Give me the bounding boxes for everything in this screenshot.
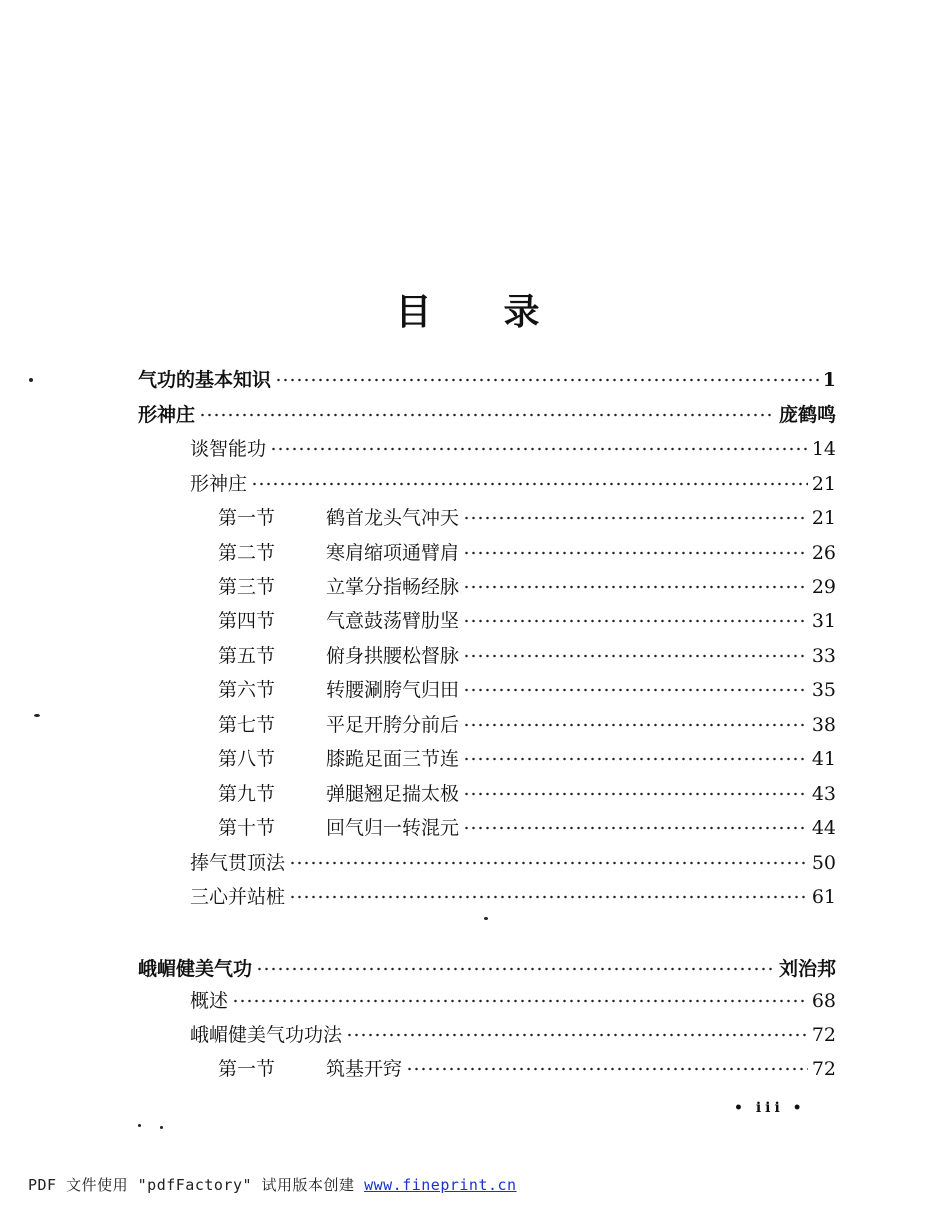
footer-text: PDF 文件使用 "pdfFactory" 试用版本创建 xyxy=(28,1176,365,1194)
dot-leader xyxy=(270,446,808,452)
entry-title: 气意鼓荡臂肋坚 xyxy=(326,610,460,632)
dot-leader xyxy=(289,860,808,866)
entry-title: 鹤首龙头气冲天 xyxy=(326,507,460,529)
dot-leader xyxy=(463,515,808,521)
toc-entry xyxy=(190,1021,836,1049)
scan-speck xyxy=(29,378,33,382)
section-number: 第四节 xyxy=(218,610,276,632)
entry-title: 谈智能功 xyxy=(190,438,267,460)
entry-page: 50 xyxy=(811,852,836,874)
toc-entry xyxy=(190,470,836,498)
scan-speck xyxy=(160,1126,163,1129)
toc-entry xyxy=(190,987,836,1015)
entry-page: 41 xyxy=(811,748,836,770)
entry-title: 立掌分指畅经脉 xyxy=(326,576,460,598)
entry-page: 35 xyxy=(811,679,836,701)
dot-leader xyxy=(463,550,808,556)
entry-title: 峨嵋健美气功功法 xyxy=(190,1024,343,1046)
entry-title: 寒肩缩项通臂肩 xyxy=(326,542,460,564)
toc-entry xyxy=(218,1055,836,1083)
toc-entry xyxy=(218,573,836,601)
toc-entry xyxy=(218,642,836,670)
toc-entry xyxy=(138,955,836,983)
section-number: 第五节 xyxy=(218,645,276,667)
entry-page: 26 xyxy=(811,542,836,564)
entry-page: 29 xyxy=(811,576,836,598)
entry-title: 弹腿翘足揣太极 xyxy=(326,783,460,805)
dot-leader xyxy=(232,998,808,1004)
section-number: 第一节 xyxy=(218,507,276,529)
section-number: 第一节 xyxy=(218,1058,276,1080)
entry-page: 38 xyxy=(811,714,836,736)
entry-title: 俯身拱腰松督脉 xyxy=(326,645,460,667)
dot-leader xyxy=(463,618,808,624)
toc-entry xyxy=(218,711,836,739)
dot-leader xyxy=(463,687,808,693)
toc-entry xyxy=(190,435,836,463)
entry-title: 转腰涮胯气归田 xyxy=(326,679,460,701)
page-folio: • iii • xyxy=(734,1100,806,1116)
dot-leader xyxy=(463,756,808,762)
entry-page: 21 xyxy=(811,507,836,529)
toc-entry xyxy=(218,676,836,704)
entry-page: 庞鹤鸣 xyxy=(778,404,836,426)
section-number: 第二节 xyxy=(218,542,276,564)
entry-title: 膝跪足面三节连 xyxy=(326,748,460,770)
entry-title: 形神庄 xyxy=(190,473,248,495)
entry-page: 14 xyxy=(811,438,836,460)
toc-entry xyxy=(190,849,836,877)
section-number: 第六节 xyxy=(218,679,276,701)
toc-entry xyxy=(218,745,836,773)
entry-title: 平足开胯分前后 xyxy=(326,714,460,736)
toc-entry xyxy=(218,814,836,842)
dot-leader xyxy=(463,653,808,659)
entry-page: 刘治邦 xyxy=(778,958,836,980)
footer-link[interactable]: www.fineprint.cn xyxy=(364,1176,517,1194)
entry-page: 72 xyxy=(811,1058,836,1080)
entry-title: 回气归一转混元 xyxy=(326,817,460,839)
section-number: 第十节 xyxy=(218,817,276,839)
entry-page: 44 xyxy=(811,817,836,839)
dot-leader xyxy=(406,1066,808,1072)
entry-page: 1 xyxy=(822,369,836,391)
entry-page: 68 xyxy=(811,990,836,1012)
entry-title: 概述 xyxy=(190,990,229,1012)
entry-page: 31 xyxy=(811,610,836,632)
scan-speck xyxy=(484,917,488,920)
toc-entry xyxy=(218,780,836,808)
scan-speck xyxy=(138,1124,141,1127)
pdf-footer xyxy=(28,1174,517,1195)
section-number: 第七节 xyxy=(218,714,276,736)
entry-title: 三心并站桩 xyxy=(190,886,286,908)
dot-leader xyxy=(289,894,808,900)
dot-leader xyxy=(346,1032,808,1038)
entry-title: 捧气贯顶法 xyxy=(190,852,286,874)
dot-leader xyxy=(256,966,775,972)
toc-entry xyxy=(190,883,836,911)
entry-title: 峨嵋健美气功 xyxy=(138,958,253,980)
toc-entry xyxy=(218,504,836,532)
dot-leader xyxy=(463,825,808,831)
toc-entry xyxy=(138,401,836,429)
toc-title-char-2: 录 xyxy=(503,292,540,333)
toc-entry xyxy=(218,539,836,567)
dot-leader xyxy=(463,584,808,590)
dot-leader xyxy=(251,481,808,487)
section-number: 第九节 xyxy=(218,783,276,805)
entry-page: 33 xyxy=(811,645,836,667)
entry-title: 气功的基本知识 xyxy=(138,369,272,391)
entry-page: 72 xyxy=(811,1024,836,1046)
entry-title: 筑基开窍 xyxy=(326,1058,403,1080)
entry-page: 43 xyxy=(811,783,836,805)
dot-leader xyxy=(199,412,775,418)
dot-leader xyxy=(463,791,808,797)
scan-speck xyxy=(34,714,40,717)
section-number: 第三节 xyxy=(218,576,276,598)
section-number: 第八节 xyxy=(218,748,276,770)
toc-title-char-1: 目 xyxy=(395,292,432,333)
entry-title: 形神庄 xyxy=(138,404,196,426)
entry-page: 21 xyxy=(811,473,836,495)
dot-leader xyxy=(463,722,808,728)
toc-entry xyxy=(138,366,836,394)
dot-leader xyxy=(275,377,819,383)
entry-page: 61 xyxy=(811,886,836,908)
toc-entry xyxy=(218,607,836,635)
